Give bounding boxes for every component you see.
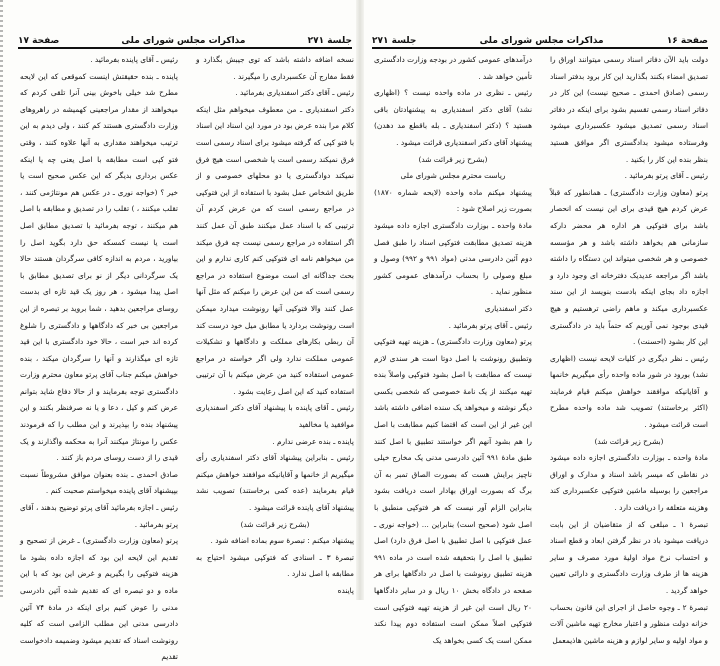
paragraph: پاینده ـ بنده حقیقتش اینست کموقعی که این لایحه مطرح شد خیلی باخوش بینی آنرا تلقی کردم که میخواهند از مقدار مراجعینی کهمیشه در راهروهای وزارت دادگستری هستند کم کنند ، ولی دیدم به این ترتیب میخواهند مقداری به آنها علاوه کنند ، وقتی فتو کپی است مطابقه با اصل یعنی چه یا اینکه عکس برداری بدیگر که این عکس صحیح است یا خیر ؟ (خواجه نوری ـ در عکس هم مونتاژمی کنند ، تقلب میکنند ، ) تقلب را در تصدیق و مطابقه با اصل هم میکنند ، توجه بفرمائید با تصدیق مطابق اصل است یا نیست کمسکه حق دارد بگوید اصل را بیاورید ، مردم به اندازه کافی سرگردان هستند حالا یک سرگردانی دیگر از نو برای تصدیق مطابق با اصل پیدا میشود ، هر روز یک قید تازه ای بدست روسای مراجعین بدهید ، شما بروید بر تبصره از این مراجعین بی خبر که دادگاهها و دادگستری را شلوغ کرده اند خبر است ، حالا خود دادگستری با این قید تازه ای میگذارند و آنها را سرگردان میکند ، بنده خواهش میکنم جناب آقای پرتو معاون محترم وزارت دادگستری توجه بفرمایند و از حالا دفاع شاید بتوانم عرض کنم و کیل ، دعا و یا نه صرفنظر بکنند و این پیشنهاد بنده را بپذیرند و این مطلب را که فرمودند عکس را مونتاژ میکنند آنرا به محکمه واگذارند و یک قیدی را از دست روسای مردم باز کنند .: [20, 71, 178, 463]
paragraph: پرتو (معاون وزارت دادگستری) ـ غرض از تصحیح و تقدیم این لایحه این بود که اجازه داده بشود ما هزینه فتوکپی را بگیریم و غرض این بود که با این ماده و دو تبصره ای که تقدیم شده آئین دادرسی مدنی را عوض کنیم برای اینکه در مادهٔ ۷۴ آئین دادرسی مدنی این مطلب الزامی است که کلیه رونوشت اسناد که تقدیم میشود وضمیمه دادخواست تقدیم: [20, 536, 178, 662]
paragraph: پرتو (معاون وزارت دادگستری) ـ هزینه تهیه فتوکپی وتطبیق رونوشت با اصل دوتا است هر سندی لازم نیست که مطابقت با اصل بشود فتوکپی واصلاً بنده تهیه میکنند از یک نامهٔ خصوصی که شخصی بکسی دیگر نوشته و میخواهد یک سنده اضافی داشته باشد این غیر از این است که اقتضا کنیم مطابقت با اصل را هم بشود آنهم اگر خواستند تطبیق با اصل کنند طبق مادهٔ ۹۹۱ آئین دادرسی مدنی یک مخارج خیلی ناچیز برایش هست که بصورت الصاق تمبر به آن برگ که بصورت اوراق بهادار است دریافت بشود بنابراین الزام آور نیست که هر فتوکپی منطبق با اصل شود (صحیح است) بنابراین ... (خواجه نوری ـ عمل فتوکپی با اصل تطبیق با اصل فرق دارد) اصل تطبیق با اصل را بتحقیقه شده است در ماده ۹۹۱ هزینه تطبیق رونوشت با اصل در دادگاهها برای هر صفحه در دادگاه بخش ۱۰ ریال و در سایر دادگاهها ۲۰ ریال است این غیر از هزینه تهیه فتوکپی است فتوکپی اصلاً ممکن است استفاده دوم پیدا نکند ممکن است یک کسی بخواهد یک: [374, 337, 532, 645]
paragraph: رئیس ـ اجازه بفرمائید آقای پرتو توضیح بدهند ، آقای پرتو بفرمائید .: [20, 503, 178, 529]
paragraph: رئیس ـ آقای پرتو بفرمائید .: [624, 171, 708, 181]
centered-note: (بشرح زیر قرائت شد): [240, 519, 310, 529]
paragraph: رئیس ـ نظری در ماده واحده نیست ؟ (اظهاری نشد) آقای دکتر اسفندیاری به پیشنهادتان باقی هستید ؟ (دکتر اسفندیاری ـ بله باقطع مد دهدن) پیشنهاد آقای دکتر اسفندیاری قرائت میشود .: [374, 88, 532, 147]
paragraph: مادهٔ واحده ـ بوزارت دادگستری اجازه داده میشود در نقاطی که میسر باشد اسناد و مدارک و اوراق مراجعین را بوسیله ماشین فتوکپی عکسبرداری کند وهزینه متعلقه را دریافت دارد .: [550, 453, 708, 513]
session-label: جلسة ۲۷۱: [372, 36, 417, 46]
paragraph: درآمدهای عمومی کشور در بودجه وزارت دادگستری تأمین خواهد شد .: [373, 55, 532, 81]
centered-note: (بشرح زیر قرائت شد): [594, 436, 664, 446]
paragraph: دولت باید الآن دفاتر اسناد رسمی میتوانند اوراق را تصدیق امضاء بکنند بگذارید این کار برود بدفتر اسناد رسمی (صادق احمدی ـ صحیح نیست) این کار در دفاتر اسناد رسمی تقسیم بشود برای اینکه در دفاتر اسناد رسمی تصدیق میشود عکسبرداری میشود وفرستاده میشود بدادگستری اگر موافق هستید بنظر بنده این کار را بکنید .: [550, 55, 708, 164]
running-title: مذاکرات مجلس شورای ملی: [479, 36, 604, 46]
paragraph: تبصرهٔ ۳ ـ اسنادی که فتوکپی میشود احتیاج به مطابقه با اصل ندارد .: [196, 552, 354, 579]
left-page: [0, 0, 360, 662]
paragraph: دکتر اسفندیاری: [484, 303, 532, 313]
right-page-header: [372, 32, 708, 49]
paragraph: پاینده: [337, 586, 354, 595]
paragraph: پرتو (معاون وزارت دادگستری) ـ همانطور که قبلاً عرض کردم هیچ قیدی برای این نیست که انحصار باشد برای فتوکپی هر اداره هر محضر دارکه سازمانی هم بخواهد داشته باشد و هر مؤسسه خصوصی و هر شخصی میتواند این دستگاه را داشته باشد اگر مراجعه عدیدیک دفترخانه ای وجود دارد و اجازه داد بجای اینکه بادست بنویسد از این سند عکسبرداری میکند و ماهم راضی ترهستیم و هیچ قیدی بوجود نمی آوریم که حتماً باید در دادگستری این کار بشود (احسنت) .: [550, 187, 708, 347]
session-label: جلسة ۲۷۱: [307, 36, 352, 46]
paragraph: مادهٔ واحده ـ بوزارت دادگستری اجازه داده میشود هزینه تصدیق مطابقت فتوکپی اسناد را طبق فصل دوم آئین دادرسی مدنی (مواد ۹۹۱ و ۹۹۲) وصول و مبلغ وصولی را بحساب درآمدهای عمومی کشور منظور نماید .: [374, 220, 532, 297]
paragraph: پاینده ـ بنده عرضی ندارم .: [272, 436, 354, 446]
left-page-header: [18, 32, 352, 49]
paragraph: تبصرهٔ ۲ ـ وجوه حاصل از اجرای این قانون بحساب خزانه دولت منظور و اعتبار مخارج تهیه ماشین آلات و مواد اولیه و سایر لوازم و هزینه ماشین هاذیمعمل: [550, 602, 708, 645]
paragraph: رئیس ـ آقای پاینده با پیشنهاد آقای دکتر اسفندیاری موافقید یا مخالفید: [196, 403, 354, 430]
centered-note: ریاست محترم مجلس شورای ملی: [400, 171, 506, 181]
running-title: مذاکرات مجلس شورای ملی: [121, 36, 246, 46]
paragraph: رئیس ـ آقای پاینده بفرمائید .: [90, 55, 178, 64]
right-page: [360, 0, 720, 645]
paragraph: رئیس ـ آقای دکتر اسفندیاری بفرمائید .: [235, 88, 354, 98]
paragraph: رئیس ـ نظر دیگری در کلیات لایحه نیست (اظهاری نشد) بورود در شور ماده واحده رأی میگیریم خانمها و آقایانیکه موافقند خواهش میکنم قیام فرمایند (اکثر برخاستند) تصویب شد ماده واحده مطرح است قرائت میشود .: [550, 353, 708, 430]
paragraph: پیشنهاد میکنم : تبصرهٔ سوم بماده اضافه شود .: [210, 536, 354, 546]
scan-edge: [0, 0, 3, 600]
paragraph: تبصرهٔ ۱ ـ مبلغی که از متقاضیان از این بابت دریافت میشود باد در نظر گرفتن ابعاد و قطع اسناد و احتساب نرخ مواد اولیهٔ مورد مصرف و سایر هزینه ها از طرف وزارت دادگستری و دارائی تعیین خواهد گردید .: [550, 519, 708, 595]
paragraph: پیشنهاد میکنم ماده واحده (لایحه شماره ۱۸۷۰) بصورت زیر اصلاح شود :: [374, 187, 532, 214]
paragraph: نسخه اضافه داشته باشد که توی جیبش بگذارد و فقط مفارج آن عکسبرداری را میگیرند .: [196, 55, 354, 81]
paragraph: صادق احمدی ـ بنده بعنوان موافق مشروطاً نسبت بپیشنهاد آقای پاینده میخواستم صحبت کنم .: [20, 469, 178, 496]
paragraph: رئیس ـ بنابراین پیشنهاد آقای دکتر اسفندیاری رأی میگیریم از خانمها و آقایانیکه موافقند خواهش میکنم قیام بفرمایند (عده کمی برخاستند) تصویب نشد پیشنهاد آقای پاینده قرائت میشود .: [196, 453, 354, 513]
left-page-column-left: [20, 52, 178, 666]
paragraph: رئیس ـ آقای پرتو بفرمائید .: [448, 320, 532, 330]
right-page-column-right: [550, 52, 708, 649]
right-page-column-left: [374, 52, 532, 649]
left-page-column-right: [196, 52, 354, 600]
paragraph: دکتر اسفندیاری ـ من معطوف میخواهم مثل اینکه کلام مرا بنده عرض بود در مورد این اسناد این اسناد با فتو کپی که گرفته میشود برای اسناد رسمی است فرق نمیکند رسمی است یا شخصی است هیچ فرق نمیکند دوادگستری یا دو محلهای خصوصی و از طریق اشخاص عمل بشود با استفاده از این فتوکپی در مراجع رسمی است که من عرض کردم آن ترتیبی که با اسناد عمل میکنند طبق آن عمل کنند اگر استفاده در مراجع رسمی نیست چه فرق میکند من میخواهم نامه ای فتوکپی کنم کاری ندارم و این بحث جداگانه ای است موضوع استفاده در مراجع رسمی است که من این عرض را میکنم که مثل آنها عمل کنند والا فتوکپی آنها رونوشت میدارد میمکن است رونوشت بردارد یا مطابق میل خود درست کند آن ربطی بکارهای مملکت و دادگاهها و تشکیلات عمومی مملکت ندارد ولی اگر خواسته در مراجع عمومی استفاده کنید من عرض میکنم با آن ترتیبی استفاده کنید که این اصل رعایت بشود .: [196, 104, 354, 396]
page-number: صفحة ۱۶: [666, 36, 708, 46]
page-number: صفحة ۱۷: [18, 36, 60, 46]
centered-note: (بشرح زیر قرائت شد): [418, 154, 488, 164]
